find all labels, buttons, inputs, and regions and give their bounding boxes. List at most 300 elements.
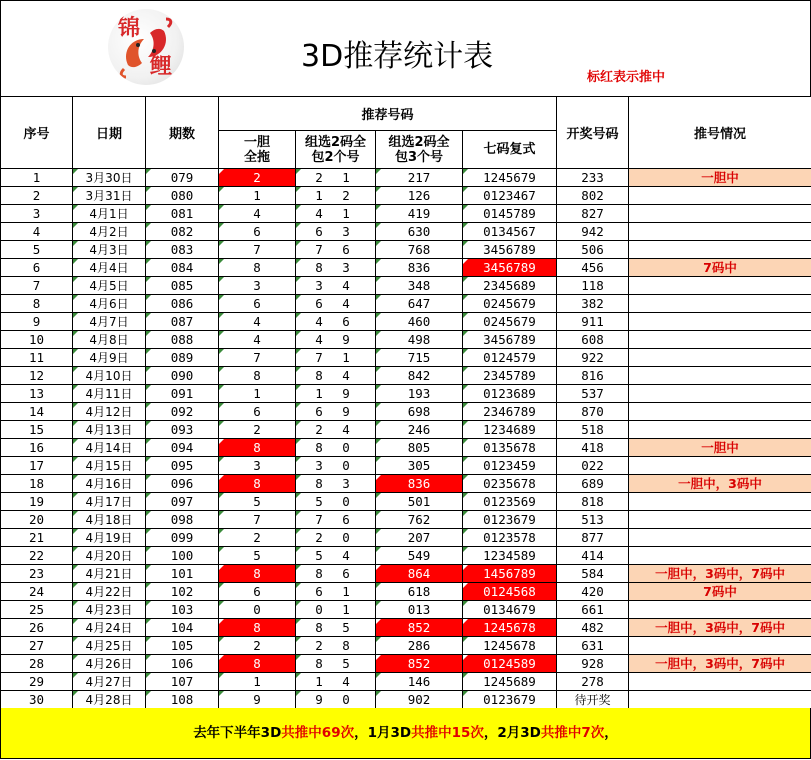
cell-one-bold: 5 bbox=[219, 493, 296, 511]
cell-status bbox=[629, 277, 811, 295]
cell-date: 4月7日 bbox=[73, 313, 146, 331]
cell-two-code: 3 0 bbox=[296, 457, 376, 475]
cell-status bbox=[629, 187, 811, 205]
cell-period: 108 bbox=[146, 691, 219, 709]
cell-one-bold: 4 bbox=[219, 205, 296, 223]
cell-status bbox=[629, 637, 811, 655]
cell-seq: 18 bbox=[1, 475, 73, 493]
cell-period: 091 bbox=[146, 385, 219, 403]
cell-seven-code: 0124568 bbox=[463, 583, 557, 601]
footer-part-4: 共推中15次 bbox=[411, 725, 484, 741]
header-three-code-line1: 组选2码全 bbox=[388, 134, 450, 150]
cell-seq: 26 bbox=[1, 619, 73, 637]
cell-one-bold: 1 bbox=[219, 385, 296, 403]
cell-one-bold: 6 bbox=[219, 223, 296, 241]
cell-three-code: 618 bbox=[376, 583, 463, 601]
cell-seq: 27 bbox=[1, 637, 73, 655]
cell-two-code: 2 1 bbox=[296, 169, 376, 187]
cell-draw: 537 bbox=[557, 385, 629, 403]
cell-draw: 506 bbox=[557, 241, 629, 259]
cell-draw: 518 bbox=[557, 421, 629, 439]
table-row bbox=[1, 277, 811, 295]
cell-seq: 12 bbox=[1, 367, 73, 385]
cell-period: 104 bbox=[146, 619, 219, 637]
cell-seven-code: 0123679 bbox=[463, 511, 557, 529]
cell-two-code: 7 6 bbox=[296, 511, 376, 529]
cell-two-code: 1 2 bbox=[296, 187, 376, 205]
cell-period: 090 bbox=[146, 367, 219, 385]
summary-footer bbox=[0, 708, 811, 759]
cell-period: 080 bbox=[146, 187, 219, 205]
cell-two-code: 4 6 bbox=[296, 313, 376, 331]
cell-seq: 17 bbox=[1, 457, 73, 475]
cell-period: 083 bbox=[146, 241, 219, 259]
cell-period: 092 bbox=[146, 403, 219, 421]
cell-period: 094 bbox=[146, 439, 219, 457]
cell-seq: 4 bbox=[1, 223, 73, 241]
cell-seq: 8 bbox=[1, 295, 73, 313]
cell-date: 4月12日 bbox=[73, 403, 146, 421]
cell-date: 4月27日 bbox=[73, 673, 146, 691]
cell-three-code: 013 bbox=[376, 601, 463, 619]
cell-two-code: 2 0 bbox=[296, 529, 376, 547]
cell-seq: 20 bbox=[1, 511, 73, 529]
cell-seq: 21 bbox=[1, 529, 73, 547]
cell-date: 4月6日 bbox=[73, 295, 146, 313]
cell-seven-code: 1245678 bbox=[463, 619, 557, 637]
cell-status: 7码中 bbox=[629, 259, 811, 277]
cell-seven-code: 0245679 bbox=[463, 295, 557, 313]
cell-status bbox=[629, 385, 811, 403]
table-row bbox=[1, 547, 811, 565]
cell-seq: 3 bbox=[1, 205, 73, 223]
cell-three-code: 698 bbox=[376, 403, 463, 421]
cell-draw: 022 bbox=[557, 457, 629, 475]
table-row bbox=[1, 565, 811, 583]
cell-date: 4月2日 bbox=[73, 223, 146, 241]
table-body bbox=[1, 169, 811, 709]
cell-seq: 6 bbox=[1, 259, 73, 277]
cell-seven-code: 0123467 bbox=[463, 187, 557, 205]
cell-draw: 816 bbox=[557, 367, 629, 385]
cell-one-bold: 8 bbox=[219, 565, 296, 583]
cell-seq: 24 bbox=[1, 583, 73, 601]
cell-two-code: 7 1 bbox=[296, 349, 376, 367]
cell-two-code: 8 5 bbox=[296, 619, 376, 637]
cell-draw: 513 bbox=[557, 511, 629, 529]
cell-three-code: 146 bbox=[376, 673, 463, 691]
cell-period: 079 bbox=[146, 169, 219, 187]
table-row bbox=[1, 349, 811, 367]
cell-period: 107 bbox=[146, 673, 219, 691]
cell-one-bold: 2 bbox=[219, 421, 296, 439]
cell-seven-code: 1245678 bbox=[463, 637, 557, 655]
cell-one-bold: 8 bbox=[219, 475, 296, 493]
cell-date: 4月17日 bbox=[73, 493, 146, 511]
cell-one-bold: 5 bbox=[219, 547, 296, 565]
cell-one-bold: 0 bbox=[219, 601, 296, 619]
cell-seven-code: 0124589 bbox=[463, 655, 557, 673]
footer-part-2: 共推中69次 bbox=[281, 725, 355, 741]
cell-two-code: 7 6 bbox=[296, 241, 376, 259]
cell-one-bold: 1 bbox=[219, 187, 296, 205]
cell-date: 4月24日 bbox=[73, 619, 146, 637]
cell-two-code: 2 8 bbox=[296, 637, 376, 655]
cell-draw: 802 bbox=[557, 187, 629, 205]
cell-seven-code: 0123679 bbox=[463, 691, 557, 709]
cell-one-bold: 7 bbox=[219, 241, 296, 259]
footer-part-7: ， bbox=[604, 725, 618, 741]
header-date: 日期 bbox=[73, 97, 146, 169]
cell-one-bold: 8 bbox=[219, 655, 296, 673]
logo-char-jin: 锦 bbox=[118, 15, 141, 41]
footer-part-1: 去年下半年3D bbox=[193, 725, 282, 741]
cell-seven-code: 2345789 bbox=[463, 367, 557, 385]
cell-draw: 922 bbox=[557, 349, 629, 367]
cell-status bbox=[629, 313, 811, 331]
cell-date: 4月21日 bbox=[73, 565, 146, 583]
cell-one-bold: 3 bbox=[219, 457, 296, 475]
table-row bbox=[1, 223, 811, 241]
header-three-code-line2: 包3个号 bbox=[394, 149, 444, 165]
table-row bbox=[1, 205, 811, 223]
cell-three-code: 902 bbox=[376, 691, 463, 709]
cell-draw: 870 bbox=[557, 403, 629, 421]
cell-draw: 233 bbox=[557, 169, 629, 187]
page-title: 3D推荐统计表 bbox=[301, 39, 494, 74]
cell-three-code: 715 bbox=[376, 349, 463, 367]
cell-two-code: 0 1 bbox=[296, 601, 376, 619]
cell-three-code: 419 bbox=[376, 205, 463, 223]
table-row bbox=[1, 673, 811, 691]
cell-one-bold: 8 bbox=[219, 619, 296, 637]
cell-seven-code: 0123689 bbox=[463, 385, 557, 403]
footer-part-6: 共推中7次 bbox=[540, 725, 605, 741]
cell-one-bold: 7 bbox=[219, 511, 296, 529]
cell-two-code: 5 0 bbox=[296, 493, 376, 511]
cell-date: 3月30日 bbox=[73, 169, 146, 187]
header-two-code-line2: 包2个号 bbox=[311, 149, 360, 165]
cell-draw: 584 bbox=[557, 565, 629, 583]
cell-date: 4月1日 bbox=[73, 205, 146, 223]
cell-one-bold: 2 bbox=[219, 169, 296, 187]
cell-period: 086 bbox=[146, 295, 219, 313]
title-area bbox=[0, 0, 811, 97]
cell-period: 093 bbox=[146, 421, 219, 439]
cell-two-code: 6 9 bbox=[296, 403, 376, 421]
cell-seven-code: 1234689 bbox=[463, 421, 557, 439]
cell-seven-code: 0135678 bbox=[463, 439, 557, 457]
cell-draw: 待开奖 bbox=[557, 691, 629, 709]
table-row bbox=[1, 691, 811, 709]
cell-one-bold: 6 bbox=[219, 583, 296, 601]
cell-seven-code: 0245679 bbox=[463, 313, 557, 331]
cell-period: 101 bbox=[146, 565, 219, 583]
cell-one-bold: 1 bbox=[219, 673, 296, 691]
cell-date: 4月5日 bbox=[73, 277, 146, 295]
cell-status bbox=[629, 205, 811, 223]
table-row bbox=[1, 385, 811, 403]
cell-two-code: 2 4 bbox=[296, 421, 376, 439]
table-row bbox=[1, 187, 811, 205]
table-row bbox=[1, 403, 811, 421]
cell-draw: 418 bbox=[557, 439, 629, 457]
cell-draw: 414 bbox=[557, 547, 629, 565]
cell-three-code: 217 bbox=[376, 169, 463, 187]
cell-two-code: 8 5 bbox=[296, 655, 376, 673]
cell-status: 一胆中 bbox=[629, 169, 811, 187]
cell-seq: 10 bbox=[1, 331, 73, 349]
cell-seq: 28 bbox=[1, 655, 73, 673]
cell-three-code: 836 bbox=[376, 259, 463, 277]
cell-one-bold: 6 bbox=[219, 403, 296, 421]
cell-draw: 420 bbox=[557, 583, 629, 601]
header-recommend-group: 推荐号码 bbox=[219, 97, 557, 131]
cell-period: 102 bbox=[146, 583, 219, 601]
cell-seq: 1 bbox=[1, 169, 73, 187]
header-status: 推号情况 bbox=[629, 97, 811, 169]
header-three-code bbox=[376, 131, 463, 169]
cell-draw: 942 bbox=[557, 223, 629, 241]
cell-seven-code: 0134567 bbox=[463, 223, 557, 241]
cell-draw: 818 bbox=[557, 493, 629, 511]
cell-status bbox=[629, 547, 811, 565]
table-row bbox=[1, 637, 811, 655]
cell-status: 一胆中 bbox=[629, 439, 811, 457]
cell-one-bold: 7 bbox=[219, 349, 296, 367]
cell-three-code: 842 bbox=[376, 367, 463, 385]
cell-draw: 877 bbox=[557, 529, 629, 547]
cell-period: 089 bbox=[146, 349, 219, 367]
cell-seven-code: 3456789 bbox=[463, 331, 557, 349]
cell-status bbox=[629, 241, 811, 259]
cell-seq: 22 bbox=[1, 547, 73, 565]
cell-seq: 11 bbox=[1, 349, 73, 367]
cell-two-code: 6 1 bbox=[296, 583, 376, 601]
table-row bbox=[1, 529, 811, 547]
cell-date: 4月15日 bbox=[73, 457, 146, 475]
cell-three-code: 852 bbox=[376, 655, 463, 673]
cell-one-bold: 2 bbox=[219, 529, 296, 547]
header-one-bold-line2: 全拖 bbox=[243, 149, 270, 165]
cell-draw: 631 bbox=[557, 637, 629, 655]
cell-two-code: 8 6 bbox=[296, 565, 376, 583]
cell-seven-code: 0134679 bbox=[463, 601, 557, 619]
table-row bbox=[1, 457, 811, 475]
cell-status bbox=[629, 457, 811, 475]
cell-one-bold: 2 bbox=[219, 637, 296, 655]
cell-status bbox=[629, 403, 811, 421]
cell-period: 096 bbox=[146, 475, 219, 493]
cell-date: 4月25日 bbox=[73, 637, 146, 655]
cell-date: 4月28日 bbox=[73, 691, 146, 709]
header-two-code bbox=[296, 131, 376, 169]
table-row bbox=[1, 475, 811, 493]
footer-part-5: ，2月3D bbox=[483, 725, 541, 741]
cell-period: 087 bbox=[146, 313, 219, 331]
cell-date: 4月11日 bbox=[73, 385, 146, 403]
cell-status bbox=[629, 349, 811, 367]
cell-period: 106 bbox=[146, 655, 219, 673]
table-row bbox=[1, 493, 811, 511]
cell-one-bold: 8 bbox=[219, 439, 296, 457]
cell-period: 084 bbox=[146, 259, 219, 277]
cell-date: 4月26日 bbox=[73, 655, 146, 673]
cell-date: 4月9日 bbox=[73, 349, 146, 367]
cell-one-bold: 6 bbox=[219, 295, 296, 313]
cell-three-code: 762 bbox=[376, 511, 463, 529]
cell-three-code: 286 bbox=[376, 637, 463, 655]
cell-seven-code: 0123569 bbox=[463, 493, 557, 511]
cell-draw: 827 bbox=[557, 205, 629, 223]
cell-two-code: 6 4 bbox=[296, 295, 376, 313]
cell-period: 098 bbox=[146, 511, 219, 529]
cell-period: 082 bbox=[146, 223, 219, 241]
cell-three-code: 647 bbox=[376, 295, 463, 313]
cell-status bbox=[629, 367, 811, 385]
table-row bbox=[1, 331, 811, 349]
cell-two-code: 8 3 bbox=[296, 259, 376, 277]
cell-seven-code: 0145789 bbox=[463, 205, 557, 223]
cell-status bbox=[629, 295, 811, 313]
cell-two-code: 1 9 bbox=[296, 385, 376, 403]
cell-status bbox=[629, 511, 811, 529]
table-row bbox=[1, 619, 811, 637]
cell-date: 4月13日 bbox=[73, 421, 146, 439]
table-row bbox=[1, 421, 811, 439]
cell-three-code: 348 bbox=[376, 277, 463, 295]
cell-three-code: 207 bbox=[376, 529, 463, 547]
table-row bbox=[1, 511, 811, 529]
cell-three-code: 501 bbox=[376, 493, 463, 511]
cell-three-code: 630 bbox=[376, 223, 463, 241]
cell-date: 4月20日 bbox=[73, 547, 146, 565]
cell-status bbox=[629, 691, 811, 709]
cell-draw: 608 bbox=[557, 331, 629, 349]
table-row bbox=[1, 313, 811, 331]
cell-seq: 14 bbox=[1, 403, 73, 421]
header-draw: 开奖号码 bbox=[557, 97, 629, 169]
header-one-bold-line1: 一胆 bbox=[243, 134, 270, 150]
cell-three-code: 246 bbox=[376, 421, 463, 439]
cell-seven-code: 0124579 bbox=[463, 349, 557, 367]
cell-seven-code: 1456789 bbox=[463, 565, 557, 583]
cell-period: 103 bbox=[146, 601, 219, 619]
table-row bbox=[1, 583, 811, 601]
cell-two-code: 8 3 bbox=[296, 475, 376, 493]
cell-period: 100 bbox=[146, 547, 219, 565]
cell-one-bold: 8 bbox=[219, 367, 296, 385]
cell-date: 4月3日 bbox=[73, 241, 146, 259]
cell-date: 4月14日 bbox=[73, 439, 146, 457]
cell-seq: 2 bbox=[1, 187, 73, 205]
cell-date: 4月18日 bbox=[73, 511, 146, 529]
cell-status bbox=[629, 529, 811, 547]
header-period: 期数 bbox=[146, 97, 219, 169]
cell-seven-code: 0123578 bbox=[463, 529, 557, 547]
header-seq: 序号 bbox=[1, 97, 73, 169]
cell-seq: 5 bbox=[1, 241, 73, 259]
cell-status bbox=[629, 223, 811, 241]
footer-part-3: ，1月3D bbox=[354, 725, 412, 741]
table-row bbox=[1, 601, 811, 619]
table-row bbox=[1, 295, 811, 313]
cell-seq: 13 bbox=[1, 385, 73, 403]
header-seven-code: 七码复式 bbox=[463, 131, 557, 169]
cell-date: 4月8日 bbox=[73, 331, 146, 349]
cell-seven-code: 1245679 bbox=[463, 169, 557, 187]
table-row bbox=[1, 655, 811, 673]
cell-three-code: 864 bbox=[376, 565, 463, 583]
cell-one-bold: 4 bbox=[219, 331, 296, 349]
cell-period: 095 bbox=[146, 457, 219, 475]
cell-status bbox=[629, 493, 811, 511]
cell-three-code: 836 bbox=[376, 475, 463, 493]
cell-seq: 7 bbox=[1, 277, 73, 295]
cell-date: 4月22日 bbox=[73, 583, 146, 601]
cell-one-bold: 3 bbox=[219, 277, 296, 295]
cell-three-code: 498 bbox=[376, 331, 463, 349]
cell-date: 4月10日 bbox=[73, 367, 146, 385]
cell-two-code: 3 4 bbox=[296, 277, 376, 295]
cell-draw: 689 bbox=[557, 475, 629, 493]
cell-status: 一胆中，3码中，7码中 bbox=[629, 619, 811, 637]
table-row bbox=[1, 439, 811, 457]
cell-period: 099 bbox=[146, 529, 219, 547]
logo-char-li: 鲤 bbox=[150, 53, 173, 79]
cell-seven-code: 2346789 bbox=[463, 403, 557, 421]
cell-three-code: 805 bbox=[376, 439, 463, 457]
cell-seven-code: 0235678 bbox=[463, 475, 557, 493]
cell-seq: 9 bbox=[1, 313, 73, 331]
cell-seq: 25 bbox=[1, 601, 73, 619]
cell-three-code: 126 bbox=[376, 187, 463, 205]
cell-seven-code: 0123459 bbox=[463, 457, 557, 475]
cell-three-code: 193 bbox=[376, 385, 463, 403]
cell-status bbox=[629, 601, 811, 619]
cell-status: 7码中 bbox=[629, 583, 811, 601]
cell-draw: 928 bbox=[557, 655, 629, 673]
cell-seven-code: 1234589 bbox=[463, 547, 557, 565]
cell-one-bold: 8 bbox=[219, 259, 296, 277]
cell-seven-code: 3456789 bbox=[463, 259, 557, 277]
cell-seven-code: 2345689 bbox=[463, 277, 557, 295]
cell-status bbox=[629, 421, 811, 439]
header-two-code-line1: 组选2码全 bbox=[304, 134, 367, 150]
koi-logo bbox=[108, 9, 184, 85]
cell-status: 一胆中，3码中，7码中 bbox=[629, 565, 811, 583]
table-row bbox=[1, 241, 811, 259]
table-row bbox=[1, 259, 811, 277]
cell-one-bold: 4 bbox=[219, 313, 296, 331]
cell-date: 4月23日 bbox=[73, 601, 146, 619]
cell-three-code: 305 bbox=[376, 457, 463, 475]
cell-seven-code: 3456789 bbox=[463, 241, 557, 259]
cell-period: 105 bbox=[146, 637, 219, 655]
cell-two-code: 1 4 bbox=[296, 673, 376, 691]
cell-draw: 382 bbox=[557, 295, 629, 313]
cell-date: 4月19日 bbox=[73, 529, 146, 547]
cell-two-code: 4 1 bbox=[296, 205, 376, 223]
cell-two-code: 5 4 bbox=[296, 547, 376, 565]
cell-three-code: 460 bbox=[376, 313, 463, 331]
cell-draw: 456 bbox=[557, 259, 629, 277]
cell-seq: 23 bbox=[1, 565, 73, 583]
cell-status: 一胆中，3码中，7码中 bbox=[629, 655, 811, 673]
cell-date: 3月31日 bbox=[73, 187, 146, 205]
table-row bbox=[1, 169, 811, 187]
cell-period: 081 bbox=[146, 205, 219, 223]
